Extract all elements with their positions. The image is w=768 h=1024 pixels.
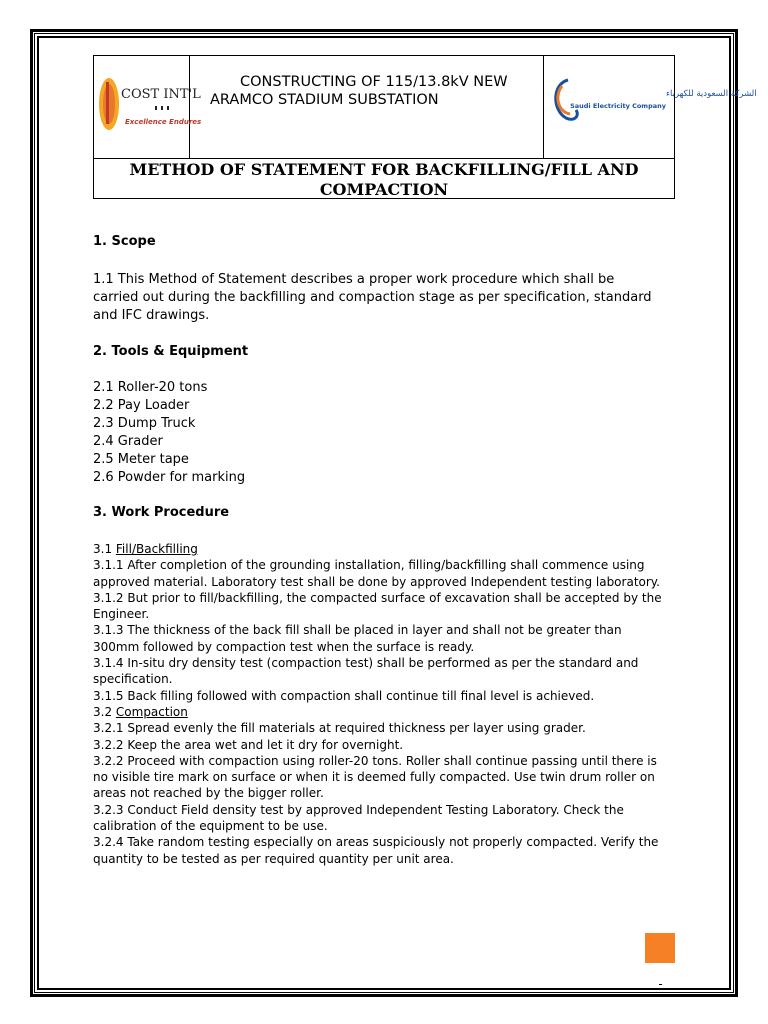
subsection-fill-backfilling	[93, 541, 663, 557]
project-title-line1: CONSTRUCTING OF 115/13.8kV NEW	[240, 74, 508, 90]
procedure-step: 3.2.2 Keep the area wet and let it dry for overnight.	[93, 737, 404, 752]
list-item: 2.1 Roller-20 tons	[93, 380, 208, 395]
procedure-step: 3.2.3 Conduct Field density test by approved Independent Testing Laboratory. Check the calibration of the equipment to be use.	[93, 802, 624, 834]
procedure-heading: 3. Work Procedure	[93, 505, 230, 520]
subsection-number: 3.2	[93, 704, 116, 719]
procedure-step: 3.1.2 But prior to fill/backfilling, the compacted surface of excavation shall be accepted by the Engineer.	[93, 590, 662, 622]
document-title	[94, 158, 674, 200]
sec-english-name: Saudi Electricity Company	[570, 102, 666, 110]
saudi-electricity-logo-icon	[550, 70, 757, 130]
header-right-cell	[543, 56, 757, 158]
subsection-number: 3.1	[93, 542, 116, 556]
header-left-cell	[94, 56, 202, 158]
project-title-line2: ARAMCO STADIUM SUBSTATION	[210, 92, 439, 108]
subsection-compaction	[93, 704, 663, 720]
scope-heading: 1. Scope	[93, 234, 156, 249]
document-title-line1: METHOD OF STATEMENT FOR BACKFILLING/FILL AND	[129, 160, 639, 179]
procedure-step: 3.2.1 Spread evenly the fill materials at required thickness per layer using grader.	[93, 721, 586, 736]
procedure-step: 3.2.2 Proceed with compaction using roller-20 tons. Roller shall continue passing until there is no visible tire mark on surface or when it is deemed fully compacted. Use twin drum roller on areas not reached by the bigger roller.	[93, 753, 657, 801]
procedure-step: 3.1.3 The thickness of the back fill shall be placed in layer and shall not be greater than 300mm followed by compaction test when the surface is ready.	[93, 623, 622, 654]
subsection-title: Compaction	[115, 704, 188, 719]
scope-paragraph: 1.1 This Method of Statement describes a proper work procedure which shall be carried out during the backfilling and compaction stage as per specification, standard and IFC drawings.	[93, 272, 652, 323]
page-tick-mark	[659, 984, 662, 985]
document-header	[93, 55, 757, 199]
cost-intl-brand-text: COST INT'L	[121, 87, 201, 102]
cost-intl-tagline-text: Excellence Endures	[125, 118, 202, 126]
procedure-step: 3.2.4 Take random testing especially on areas suspiciously not properly compacted. Verify the quantity to be tested as per required quantity per unit area.	[93, 835, 659, 866]
sec-arabic-name: الشركة السعودية للكهرباء	[666, 89, 757, 99]
header-project-title	[190, 56, 543, 158]
list-item: 2.3 Dump Truck	[93, 416, 196, 431]
subsection-title: Fill/Backfilling	[115, 542, 198, 556]
procedure-step: 3.1.1 After completion of the grounding installation, filling/backfilling shall commence using approved material. Laboratory test shall be done by approved Independent testing laboratory.	[93, 558, 660, 589]
list-item: 2.4 Grader	[93, 434, 163, 449]
list-item: 2.6 Powder for marking	[93, 470, 246, 485]
list-item: 2.5 Meter tape	[93, 452, 189, 467]
cost-intl-logo-icon	[97, 68, 202, 144]
tools-heading: 2. Tools & Equipment	[93, 344, 249, 359]
procedure-step: 3.1.4 In-situ dry density test (compaction test) shall be performed as per the standard and specification.	[93, 656, 639, 687]
tools-list	[93, 379, 245, 487]
page-marker	[645, 933, 675, 963]
procedure-body	[93, 541, 663, 867]
document-title-line2: COMPACTION	[319, 180, 449, 199]
procedure-step: 3.1.5 Back filling followed with compaction shall continue till final level is achieved.	[93, 688, 595, 703]
list-item: 2.2 Pay Loader	[93, 398, 190, 413]
